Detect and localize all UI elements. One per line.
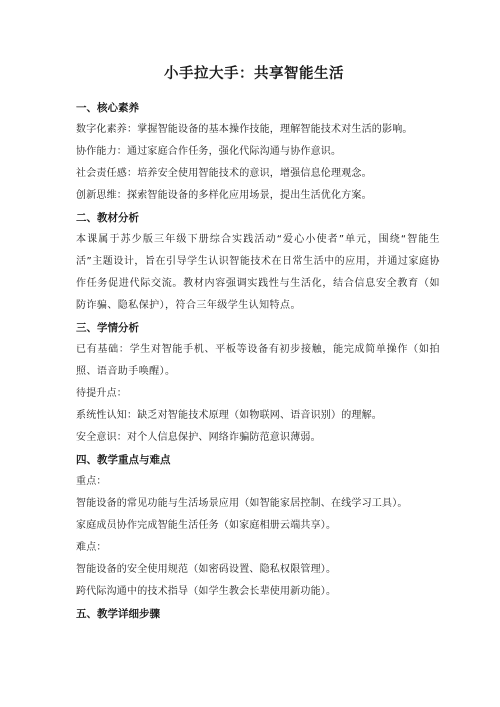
paragraph: 重点： xyxy=(76,476,107,487)
section-heading: 五、教学详细步骤 xyxy=(76,608,160,620)
paragraph: 社会责任感：培养安全使用智能技术的意识，增强信息伦理观念。 xyxy=(76,168,372,179)
paragraph: 系统性认知：缺乏对智能技术原理（如物联网、语音识别）的理解。 xyxy=(76,410,382,421)
paragraph: 数字化素养：掌握智能设备的基本操作技能，理解智能技术对生活的影响。 xyxy=(76,124,413,135)
paragraph: 协作能力：通过家庭合作任务，强化代际沟通与协作意识。 xyxy=(76,146,342,157)
paragraph: 安全意识：对个人信息保护、网络诈骗防范意识薄弱。 xyxy=(76,432,321,443)
section-heading: 四、教学重点与难点 xyxy=(76,454,171,466)
paragraph: 跨代际沟通中的技术指导（如学生教会长辈使用新功能）。 xyxy=(76,586,337,597)
paragraph: 本课属于苏少版三年级下册综合实践活动“爱心小使者”单元，围绕“智能生活”主题设计，旨在引导学生认识智能技术在日常生活中的应用，并通过家庭协作任务促进代际交流。教材内容强调实践性与生活化，结合信息安全教育（如防诈骗、隐私保护），符合三年级学生认知特点。 xyxy=(76,234,440,311)
paragraph: 家庭成员协作完成智能生活任务（如家庭相册云端共享）。 xyxy=(76,520,337,531)
section-heading: 三、学情分析 xyxy=(76,322,139,334)
section-heading: 一、核心素养 xyxy=(76,102,139,114)
paragraph: 已有基础：学生对智能手机、平板等设备有初步接触，能完成简单操作（如拍照、语音助手唤醒）。 xyxy=(76,344,440,377)
paragraph: 难点： xyxy=(76,542,107,553)
section-core-literacy xyxy=(76,97,440,207)
paragraph: 智能设备的安全使用规范（如密码设置、隐私权限管理）。 xyxy=(76,564,337,575)
paragraph: 创新思维：探索智能设备的多样化应用场景，提出生活优化方案。 xyxy=(76,190,372,201)
document-title: 小手拉大手：共享智能生活 xyxy=(164,66,344,82)
paragraph: 待提升点： xyxy=(76,388,127,399)
section-key-points xyxy=(76,449,440,603)
section-heading: 二、教材分析 xyxy=(76,212,139,224)
section-textbook-analysis xyxy=(76,207,440,317)
section-teaching-steps xyxy=(76,603,440,625)
paragraph: 智能设备的常见功能与生活场景应用（如智能家居控制、在线学习工具）。 xyxy=(76,498,408,509)
section-student-analysis xyxy=(76,317,440,449)
